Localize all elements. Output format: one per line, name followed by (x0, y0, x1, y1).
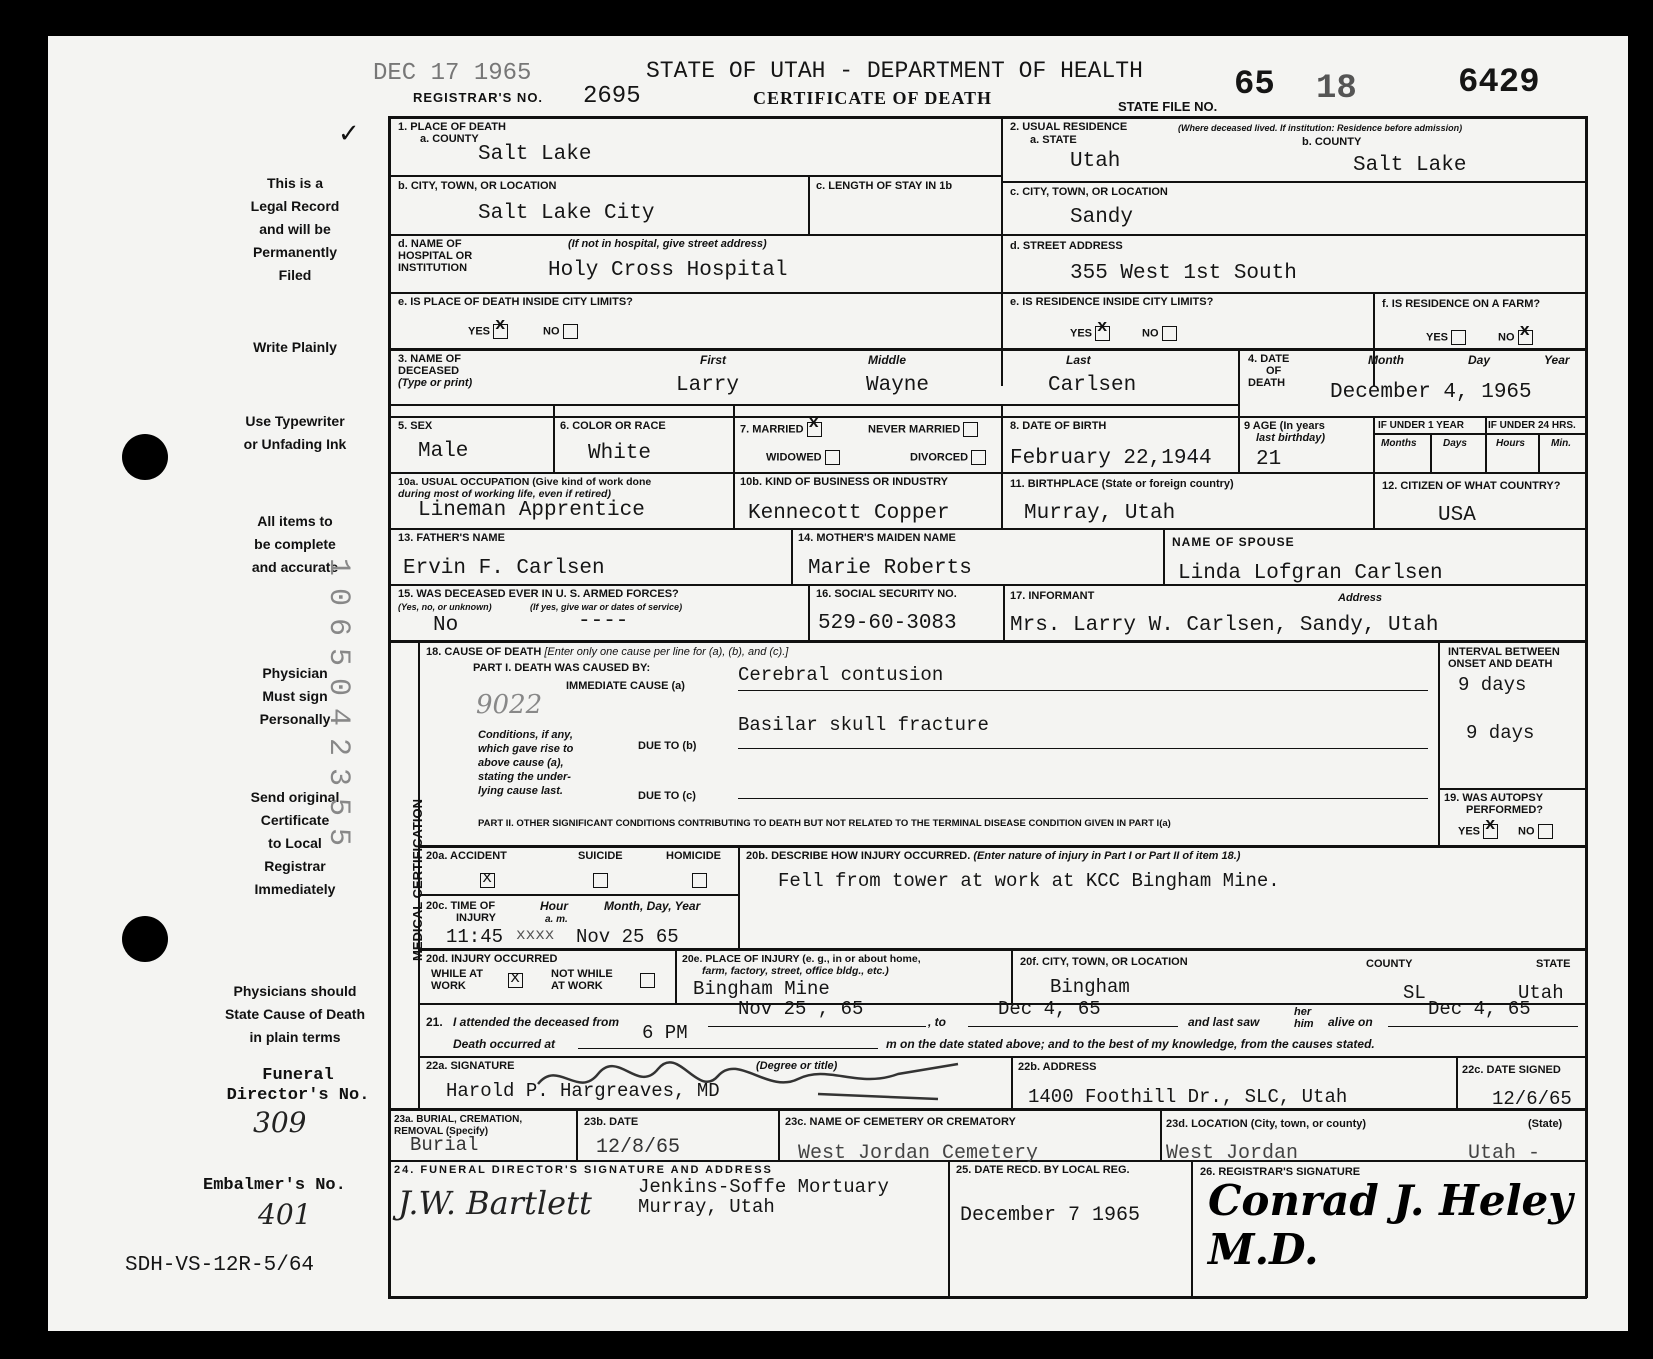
injury-county: SL (1403, 982, 1426, 1004)
suicide-box[interactable] (593, 872, 608, 890)
pod-city-label: b. CITY, TOWN, OR LOCATION (398, 180, 557, 192)
sex-label: 5. SEX (398, 420, 433, 432)
res-county-label: b. COUNTY (1302, 136, 1362, 148)
write-plainly-note: Write Plainly (253, 339, 337, 355)
res-street-label: d. STREET ADDRESS (1010, 240, 1123, 252)
middle-name: Wayne (866, 374, 930, 397)
res-city: Sandy (1070, 206, 1134, 229)
injury-description: Fell from tower at work at KCC Bingham Mine. (778, 870, 1280, 892)
length-of-stay-label: c. LENGTH OF STAY IN 1b (816, 180, 953, 192)
informant-address-label: Address (1338, 592, 1383, 604)
accident-box[interactable] (480, 872, 495, 890)
year-label: Year (1544, 353, 1570, 367)
state-file-label: STATE FILE NO. (1118, 99, 1218, 114)
burial-date-label: 23b. DATE (584, 1116, 639, 1128)
middle-label: Middle (868, 353, 906, 367)
interval-b: 9 days (1466, 722, 1535, 744)
armed-forces-label: 15. WAS DECEASED EVER IN U. S. ARMED FORCES? (398, 588, 679, 600)
disposition-label: 23a. BURIAL, CREMATION, REMOVAL (Specify) (394, 1114, 523, 1137)
industry: Kennecott Copper (748, 502, 950, 525)
place-of-injury-label: 20e. PLACE OF INJURY (e. g., in or about home, farm, factory, street, office bldg., etc.) (682, 953, 921, 977)
mother-label: 14. MOTHER'S MAIDEN NAME (798, 532, 956, 544)
embalmer-label: Embalmer's No. (203, 1176, 346, 1195)
mother-name: Marie Roberts (808, 557, 972, 580)
disposition: Burial (410, 1134, 479, 1156)
place-of-injury: Bingham Mine (693, 978, 830, 1000)
dob-label: 8. DATE OF BIRTH (1010, 420, 1107, 432)
cemetery: West Jordan Cemetery (798, 1142, 1039, 1165)
rule (1485, 416, 1487, 472)
pod-county-label: a. COUNTY (420, 133, 479, 145)
marital-divorced[interactable]: DIVORCED (910, 450, 986, 465)
state-file-no-b: 18 (1316, 70, 1357, 108)
statement: m on the date stated above; and to the best of my knowledge, from the causes stated. (886, 1037, 1375, 1051)
rule (1438, 788, 1587, 790)
race: White (588, 442, 652, 465)
res-city-label: c. CITY, TOWN, OR LOCATION (1010, 186, 1168, 198)
rule (576, 1108, 578, 1160)
under-24hr-label: IF UNDER 24 HRS. (1488, 420, 1576, 431)
rule (675, 948, 677, 1003)
death-occurred: 6 PM (642, 1022, 688, 1044)
dob: February 22,1944 (1010, 447, 1212, 470)
farm-no[interactable]: NO x (1498, 330, 1533, 345)
rule (553, 404, 555, 472)
while-at-work[interactable]: WHILE AT WORK (431, 968, 483, 992)
funeral-director-label: Funeral Director's No. (226, 1066, 370, 1105)
burial-location: West Jordan (1166, 1142, 1299, 1165)
burial-state: Utah - (1468, 1142, 1541, 1165)
her-him-label: her him (1294, 1006, 1314, 1030)
rule (1011, 1056, 1013, 1108)
complete-note: All items to be complete and accurate (251, 513, 339, 575)
armed-forces-note-b: (If yes, give war or dates of service) (530, 602, 683, 612)
res-county: Salt Lake (1353, 154, 1467, 177)
to-label: , to (928, 1015, 946, 1029)
armed-forces: No (433, 614, 459, 637)
spouse-label: NAME OF SPOUSE (1172, 535, 1295, 549)
registrar-no: 2695 (583, 83, 641, 110)
residence-note: (Where deceased lived. If institution: Residence before admission) (1178, 123, 1463, 133)
day-label: Day (1468, 353, 1491, 367)
res-state: Utah (1070, 150, 1121, 173)
rule (1238, 416, 1240, 472)
birthplace: Murray, Utah (1024, 502, 1176, 525)
rule (1388, 1026, 1578, 1027)
physician-name: Harold P. Hargreaves, MD (446, 1080, 720, 1102)
rule (578, 1048, 878, 1049)
hospital-name: Holy Cross Hospital (548, 259, 788, 282)
date-received: December 7 1965 (960, 1204, 1141, 1227)
pod-limits-label: e. IS PLACE OF DEATH INSIDE CITY LIMITS? (398, 296, 633, 308)
send-original-note: Send original Certificate to Local Registrar Immediately (250, 789, 340, 897)
not-while-at-work[interactable]: NOT WHILE AT WORK (551, 968, 613, 992)
injury-state-label: STATE (1536, 958, 1571, 970)
physician-note: Physician Must sign Personally (259, 665, 331, 727)
rule (1238, 348, 1240, 418)
first-label: First (700, 353, 727, 367)
informant-label: 17. INFORMANT (1010, 590, 1095, 602)
rule (733, 472, 735, 528)
signature-label: 22a. SIGNATURE (426, 1060, 515, 1072)
injury-pm-struck: xxxx (516, 926, 555, 944)
last-saw-label: and last saw (1188, 1015, 1260, 1029)
death-certificate (48, 36, 1628, 1331)
hours-label: Hours (1496, 438, 1525, 449)
alive-on: Dec 4, 65 (1428, 998, 1531, 1020)
embalmer-no: 401 (258, 1198, 312, 1231)
rule (1011, 948, 1013, 1003)
attended-number: 21. (426, 1015, 443, 1029)
injury-date: Nov 25 65 (576, 926, 679, 948)
vertical-serial: 1065042355 (321, 558, 355, 859)
rule (791, 528, 793, 584)
occupation-label: 10a. USUAL OCCUPATION (Give kind of work done during most of working life, even if retired) (398, 476, 652, 500)
informant: Mrs. Larry W. Carlsen, Sandy, Utah (1010, 614, 1439, 637)
injury-city: Bingham (1050, 976, 1130, 998)
sex: Male (418, 440, 469, 463)
res-limits-yes[interactable]: YES x (1070, 326, 1110, 341)
race-label: 6. COLOR OR RACE (560, 420, 666, 432)
alive-on-label: alive on (1328, 1015, 1373, 1029)
rule (738, 690, 1428, 691)
armed-forces-note-a: (Yes, no, or unknown) (398, 602, 492, 612)
rule (1003, 584, 1005, 640)
cause-label: 18. CAUSE OF DEATH [Enter only one cause per line for (a), (b), and (c).] (426, 646, 789, 658)
date-received-label: 25. DATE RECD. BY LOCAL REG. (956, 1164, 1130, 1176)
rule (388, 175, 1001, 177)
autopsy-label: 19. WAS AUTOPSY PERFORMED? (1444, 792, 1544, 816)
part1-label: PART I. DEATH WAS CAUSED BY: (473, 662, 651, 674)
rule (388, 416, 1587, 418)
due-to-c-label: DUE TO (c) (638, 790, 696, 802)
legal-record-note: This is a Legal Record and will be Permanently Filed (250, 175, 340, 283)
immediate-cause: Cerebral contusion (738, 664, 944, 686)
days-label: Days (1443, 438, 1467, 449)
injury-city-label: 20f. CITY, TOWN, OR LOCATION (1020, 956, 1188, 968)
conditions-note: Conditions, if any, which gave rise to above cause (a), stating the under- lying cause last. (478, 729, 574, 797)
hospital-note: (If not in hospital, give street address) (568, 238, 767, 250)
punch-hole (122, 916, 168, 962)
marital-married[interactable]: 7. MARRIED x (740, 422, 822, 437)
injury-state: Utah (1518, 982, 1564, 1004)
autopsy-yes[interactable]: YES x (1458, 824, 1498, 839)
while-at-work-box[interactable] (508, 972, 523, 990)
physician-address: 1400 Foothill Dr., SLC, Utah (1028, 1086, 1348, 1108)
res-limits-no[interactable]: NO (1142, 326, 1177, 341)
rule (1163, 528, 1165, 584)
birthplace-label: 11. BIRTHPLACE (State or foreign country) (1010, 478, 1234, 490)
rule (968, 1026, 1178, 1027)
rule (388, 1108, 1587, 1111)
rule (738, 845, 740, 950)
rule (808, 584, 810, 640)
immediate-label: IMMEDIATE CAUSE (a) (566, 680, 685, 692)
first-name: Larry (676, 374, 740, 397)
rule (738, 798, 1428, 799)
rule (1456, 1056, 1458, 1108)
last-name: Carlsen (1048, 374, 1137, 397)
date-signed: 12/6/65 (1492, 1088, 1572, 1110)
attended-label: I attended the deceased from (453, 1015, 620, 1029)
industry-label: 10b. KIND OF BUSINESS OR INDUSTRY (740, 476, 949, 488)
rule (1373, 292, 1375, 386)
rule (388, 472, 1587, 474)
ssn-label: 16. SOCIAL SECURITY NO. (816, 588, 957, 600)
occupation: Lineman Apprentice (418, 499, 645, 522)
describe-label: 20b. DESCRIBE HOW INJURY OCCURRED. (Enter nature of injury in Part I or Part II of item 18.) (746, 850, 1241, 862)
last-label: Last (1066, 353, 1091, 367)
place-of-death-label: 1. PLACE OF DEATH (398, 121, 506, 133)
cause-code: 9022 (476, 690, 543, 720)
am-label: a. m. (545, 914, 568, 925)
armed-forces-dates: ---- (578, 610, 629, 633)
funeral-director-signature: J.W. Bartlett (398, 1184, 592, 1222)
degree-label: (Degree or title) (756, 1060, 838, 1072)
mortuary-name: Jenkins-Soffe Mortuary (638, 1176, 889, 1198)
homicide-label: HOMICIDE (666, 850, 721, 862)
res-limits-label: e. IS RESIDENCE INSIDE CITY LIMITS? (1010, 296, 1214, 308)
rule (738, 748, 1428, 749)
burial-date: 12/8/65 (596, 1136, 681, 1159)
farm-yes[interactable]: YES (1426, 330, 1466, 345)
rule (1160, 1108, 1162, 1160)
state-file-no-c: 6429 (1458, 64, 1540, 102)
citizen-label: 12. CITIZEN OF WHAT COUNTRY? (1382, 480, 1561, 492)
father-name: Ervin F. Carlsen (403, 557, 605, 580)
under-1yr-label: IF UNDER 1 YEAR (1378, 420, 1464, 431)
due-to-b-label: DUE TO (b) (638, 740, 697, 752)
certificate-title: CERTIFICATE OF DEATH (753, 88, 993, 108)
attended-to: Dec 4, 65 (998, 998, 1101, 1020)
death-occurred-label: Death occurred at (453, 1037, 556, 1051)
time-label: 20c. TIME OF INJURY (426, 900, 496, 924)
medical-cert-label: MEDICAL CERTIFICATION (410, 799, 425, 962)
injury-county-label: COUNTY (1366, 958, 1413, 970)
rule (1373, 433, 1587, 435)
pod-limits-no[interactable]: NO (543, 324, 578, 339)
deceased-name-label: 3. NAME OF DECEASED (Type or print) (398, 353, 473, 389)
mortuary-city: Murray, Utah (638, 1196, 775, 1218)
rule (1191, 1160, 1193, 1298)
citizen: USA (1438, 504, 1476, 527)
rule (1538, 433, 1540, 472)
rule (733, 404, 735, 472)
age-label: 9 AGE (In years last birthday) (1244, 420, 1326, 444)
rule (1438, 640, 1440, 845)
punch-hole (122, 434, 168, 480)
typewriter-note: Use Typewriter or Unfading Ink (243, 413, 347, 452)
res-state-label: a. STATE (1030, 134, 1077, 146)
pod-limits-yes[interactable]: YES x (468, 324, 508, 339)
homicide-box[interactable] (692, 872, 707, 890)
date-of-death-label: 4. DATE OF DEATH (1248, 353, 1290, 389)
check-mark: ✓ (338, 118, 360, 148)
min-label: Min. (1551, 438, 1571, 449)
interval-a: 9 days (1458, 674, 1527, 696)
suicide-label: SUICIDE (578, 850, 623, 862)
agency-title: STATE OF UTAH - DEPARTMENT OF HEALTH (646, 58, 1143, 84)
injury-time: 11:45 (446, 926, 504, 948)
registrar-sig-label: 26. REGISTRAR'S SIGNATURE (1200, 1166, 1361, 1178)
month-day-year-label: Month, Day, Year (604, 899, 701, 913)
rule (388, 528, 1587, 530)
residence-label: 2. USUAL RESIDENCE (1010, 121, 1128, 133)
farm-label: f. IS RESIDENCE ON A FARM? (1382, 298, 1541, 310)
date-signed-label: 22c. DATE SIGNED (1462, 1064, 1561, 1076)
registrar-label: REGISTRAR'S NO. (413, 90, 544, 105)
rule (388, 292, 1587, 294)
rule (948, 1160, 950, 1298)
funeral-director-sig-label: 24. FUNERAL DIRECTOR'S SIGNATURE AND ADDRESS (394, 1164, 773, 1176)
injury-occurred-label: 20d. INJURY OCCURRED (426, 953, 558, 965)
spouse-name: Linda Lofgran Carlsen (1178, 562, 1443, 585)
marital-widowed[interactable]: WIDOWED (766, 450, 840, 465)
rule (388, 234, 1587, 236)
father-label: 13. FATHER'S NAME (398, 532, 505, 544)
rule (388, 1296, 1587, 1299)
received-stamp: DEC 17 1965 (373, 60, 532, 87)
attended-from: Nov 25 , 65 (738, 998, 864, 1020)
physician-address-label: 22b. ADDRESS (1018, 1061, 1097, 1073)
ssn: 529-60-3083 (818, 612, 957, 635)
date-of-death: December 4, 1965 (1330, 381, 1532, 404)
month-label: Month (1368, 353, 1404, 367)
res-street: 355 West 1st South (1070, 262, 1297, 285)
funeral-director-no: 309 (253, 1106, 307, 1139)
rule (388, 404, 1238, 406)
registrar-signature: Conrad J. Heley M.D. (1208, 1176, 1573, 1274)
accident-label: 20a. ACCIDENT (426, 850, 507, 862)
cause-b: Basilar skull fracture (738, 714, 989, 736)
form-id: SDH-VS-12R-5/64 (125, 1254, 315, 1277)
burial-state-label: (State) (1528, 1118, 1563, 1130)
state-file-no-a: 65 (1234, 66, 1275, 104)
cemetery-label: 23c. NAME OF CEMETERY OR CREMATORY (785, 1116, 1016, 1128)
hospital-label: d. NAME OF HOSPITAL OR INSTITUTION (398, 238, 473, 274)
cause-note: Physicians should State Cause of Death in plain terms (224, 983, 366, 1045)
not-while-at-work-box[interactable] (640, 972, 655, 990)
rule (418, 845, 1587, 848)
age: 21 (1256, 448, 1282, 471)
rule (418, 894, 738, 896)
burial-location-label: 23d. LOCATION (City, town, or county) (1166, 1118, 1367, 1130)
rule (388, 640, 1587, 643)
hour-label: Hour (540, 899, 568, 913)
rule (808, 175, 810, 234)
rule (1430, 433, 1432, 472)
rule (708, 1026, 926, 1027)
autopsy-no[interactable]: NO (1518, 824, 1553, 839)
rule (1001, 116, 1003, 386)
months-label: Months (1381, 438, 1417, 449)
part2-label: PART II. OTHER SIGNIFICANT CONDITIONS CONTRIBUTING TO DEATH BUT NOT RELATED TO THE TERMINAL DISEASE CONDITION GIVEN IN PART I(a) (478, 818, 1171, 829)
rule (1001, 181, 1587, 183)
rule (418, 948, 1587, 951)
pod-city: Salt Lake City (478, 202, 655, 225)
pod-county: Salt Lake (478, 143, 592, 166)
rule (1001, 404, 1003, 528)
rule (778, 1108, 780, 1160)
rule (388, 348, 1587, 351)
interval-label: INTERVAL BETWEEN ONSET AND DEATH (1448, 646, 1560, 670)
marital-never[interactable]: NEVER MARRIED (868, 422, 978, 437)
rule (388, 116, 1585, 119)
